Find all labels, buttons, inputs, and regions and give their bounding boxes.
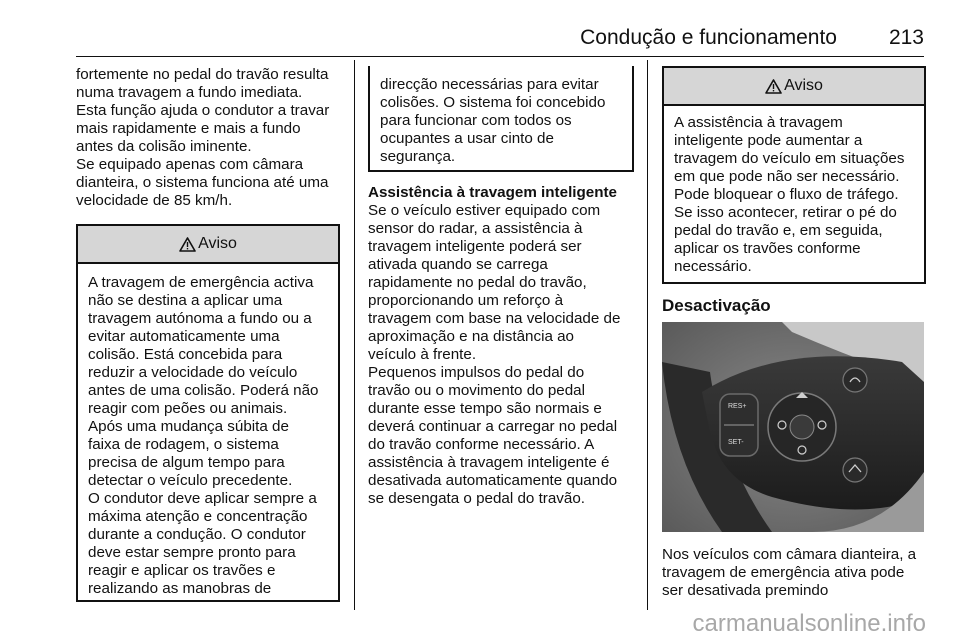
page-number: 213: [888, 26, 924, 49]
paragraph: A travagem de emergência activa não se destina a aplicar uma travagem autónoma a fundo ou a evitar automaticamente uma colisão. Está concebida para reduzir a velocidade do veículo antes de uma colisão. Poderá não reagir com peões ou animais. Após uma mudança súbita de faixa de rodagem, o sistema precisa de algum tempo para detectar o veículo precedente.: [88, 274, 319, 489]
watermark: carmanualsonline.info: [692, 610, 926, 637]
paragraph: Pequenos impulsos do pedal do travão ou o movimento do pedal durante esse tempo são normais e deverá continuar a carregar no pedal do travão conforme necessário. A assistência à travagem inteligente é desativada automaticamente quando se desengata o pedal do travão.: [368, 364, 618, 507]
column-2: [368, 66, 634, 508]
chapter-title: Condução e funcionamento: [580, 26, 837, 49]
notice-heading: [664, 68, 924, 106]
lane-assist-button: [843, 458, 867, 482]
section-heading: Desactivação: [662, 296, 771, 315]
notice-heading-text: Aviso: [198, 235, 237, 252]
res-label: RES+: [728, 403, 747, 410]
paragraph: Nos veículos com câmara dianteira, a travagem de emergência ativa pode ser desativada premindo: [662, 546, 917, 599]
warning-triangle-icon: [179, 237, 196, 252]
paragraph: Se o veículo estiver equipado com sensor do radar, a assistência à travagem inteligente poderá ser ativada quando se carrega rapidamente no pedal do travão, proporcionando um reforço à travagem com base na velocidade de aproximação e na distância ao veículo à frente.: [368, 202, 621, 363]
notice-body: [664, 106, 924, 276]
column-3: [662, 66, 926, 316]
warning-notice-continued: [368, 66, 634, 172]
warning-notice: [76, 224, 340, 602]
steering-wheel-controls-image: [662, 322, 924, 532]
notice-body: [78, 264, 338, 598]
paragraph: fortemente no pedal do travão resulta numa travagem a fundo imediata. Esta função ajuda o condutor a travar mais rapidamente e mais a fundo antes da colisão iminente.: [76, 66, 330, 155]
warning-notice: [662, 66, 926, 284]
paragraph: A assistência à travagem inteligente pode aumentar a travagem do veículo em situações em que pode não ser necessário. Pode bloquear o fluxo de tráfego. Se isso acontecer, retirar o pé do pedal do travão e, em seguida, aplicar os travões conforme necessário.: [674, 114, 905, 275]
voice-button: [843, 368, 867, 392]
page-header: [0, 26, 960, 56]
paragraph: Se equipado apenas com câmara dianteira, o sistema funciona até uma velocidade de 85 km/h.: [76, 156, 329, 209]
column-divider: [647, 60, 648, 610]
notice-heading-text: Aviso: [784, 77, 823, 94]
column-divider: [354, 60, 355, 610]
notice-heading: [78, 226, 338, 264]
header-rule: [76, 56, 924, 57]
paragraph: direcção necessárias para evitar colisões. O sistema foi concebido para funcionar com todos os ocupantes a usar cinto de segurança.: [380, 76, 606, 165]
column-1: [76, 66, 340, 602]
set-label: SET-: [728, 439, 744, 446]
paragraph: O condutor deve aplicar sempre a máxima atenção e concentração durante a condução. O condutor deve estar sempre pronto para reagir e aplicar os travões e realizando as manobras de: [88, 490, 317, 597]
subheading: Assistência à travagem inteligente: [368, 184, 618, 201]
warning-triangle-icon: [765, 79, 782, 94]
